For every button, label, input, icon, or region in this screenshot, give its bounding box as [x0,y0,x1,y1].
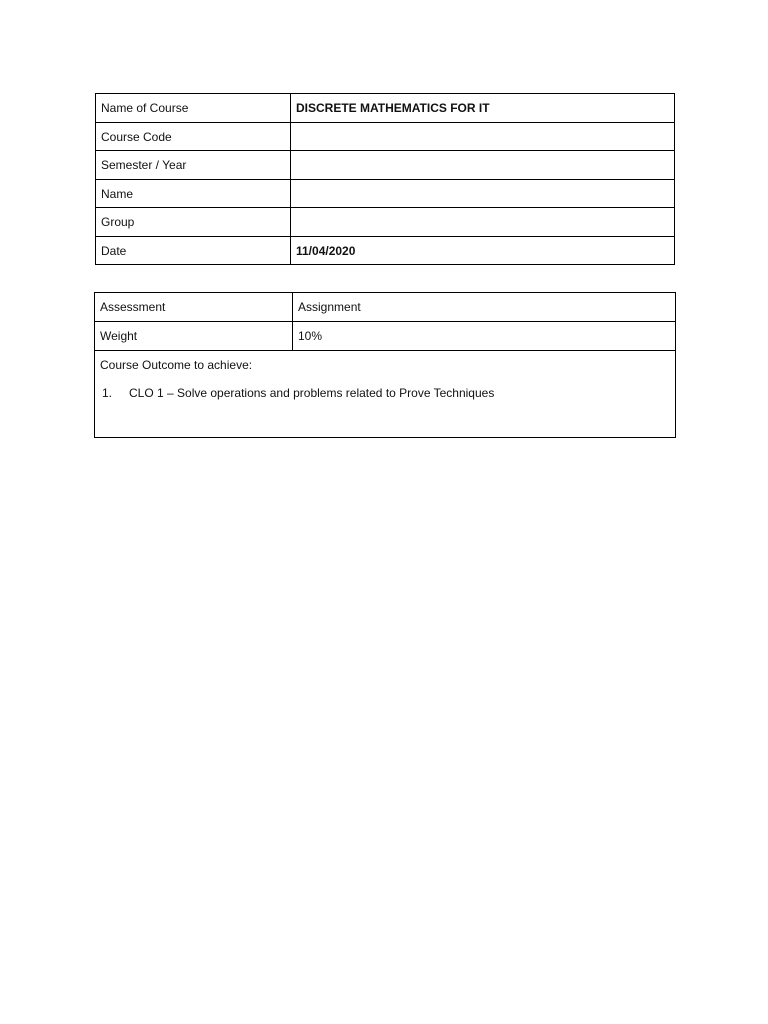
table-row [95,322,676,351]
course-outcome-cell [95,351,676,438]
weight-label: Weight [95,322,293,351]
table-row [95,351,676,438]
semester-year-label: Semester / Year [96,151,291,180]
course-code-value [291,122,675,151]
table-row [96,179,675,208]
course-name-value: DISCRETE MATHEMATICS FOR IT [291,94,675,123]
outcome-number: 1. [102,386,113,400]
course-outcome-list [100,386,670,400]
semester-year-value [291,151,675,180]
course-info-table [95,93,675,265]
list-item [102,386,670,400]
table-row [95,293,676,322]
table-row [96,122,675,151]
student-name-label: Name [96,179,291,208]
table-row [96,208,675,237]
weight-value: 10% [293,322,676,351]
student-name-value [291,179,675,208]
course-outcome-heading: Course Outcome to achieve: [100,358,253,372]
assessment-label: Assessment [95,293,293,322]
group-label: Group [96,208,291,237]
date-value: 11/04/2020 [291,236,675,265]
outcome-text: CLO 1 – Solve operations and problems related to Prove Techniques [129,386,495,400]
course-code-label: Course Code [96,122,291,151]
assessment-table [94,292,676,438]
table-row [96,151,675,180]
date-label: Date [96,236,291,265]
table-row [96,236,675,265]
course-name-label: Name of Course [96,94,291,123]
group-value [291,208,675,237]
assessment-value: Assignment [293,293,676,322]
table-row [96,94,675,123]
